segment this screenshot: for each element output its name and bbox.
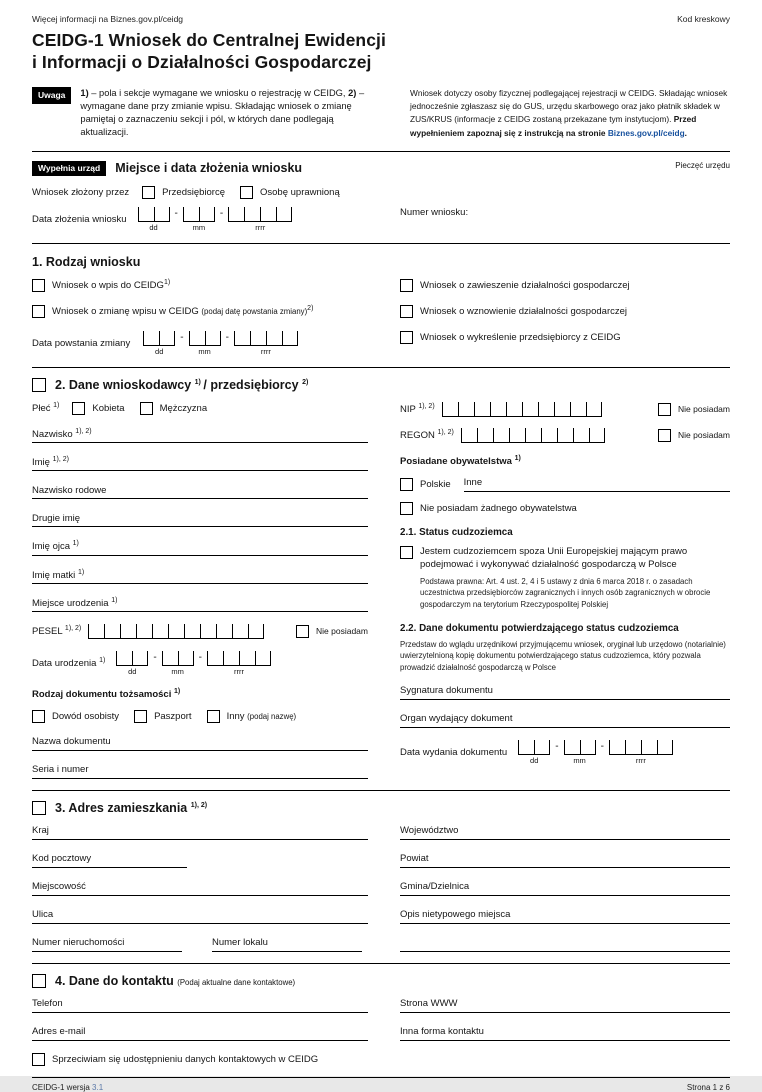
checkbox-dowod-osobisty[interactable] <box>32 710 45 723</box>
field-numer-lokalu[interactable]: Numer lokalu <box>212 937 362 952</box>
divider <box>32 963 730 964</box>
section4-title: 4. Dane do kontaktu (Podaj aktualne dane kontaktowe) <box>55 974 296 989</box>
checkbox-mezczyzna[interactable] <box>140 402 153 415</box>
section2-checkbox[interactable] <box>32 378 46 392</box>
regon-input[interactable] <box>461 428 605 443</box>
sprzeciw-label: Sprzeciwiam się udostępnieniu danych kontaktowych w CEIDG <box>52 1054 319 1066</box>
notice-right-text: Wniosek dotyczy osoby fizycznej podlegającej rejestracji w CEIDG. Składając wniosek jednocześnie zgłaszasz się do GUS, urzędu skarbowego oraz jako płatnik składek w ZUS/KRUS (informacje z CEIDG zostaną przekazane tym instytucjom). Przed wypełnieniem zapoznaj się z instrukcją na stronie Biznes.gov.pl/ceidg. <box>410 87 728 138</box>
field-imie-ojca[interactable]: Imię ojca $^{1)}$ <box>32 540 368 555</box>
field-wojewodztwo[interactable]: Województwo <box>400 825 730 840</box>
field-inna-forma-kontaktu[interactable]: Inna forma kontaktu <box>400 1026 730 1041</box>
pesel-label: PESEL $^{1), 2)}$ <box>32 625 82 638</box>
regon-label: REGON $^{1), 2)}$ <box>400 429 454 442</box>
field-nazwa-dokumentu[interactable]: Nazwa dokumentu <box>32 736 368 751</box>
field-nazwisko[interactable]: Nazwisko $^{1), 2)}$ <box>32 428 368 443</box>
section3-title: 3. Adres zamieszkania $^{1), 2)}$ <box>55 801 208 816</box>
checkbox-osoba-uprawniona[interactable] <box>240 186 253 199</box>
notice-block <box>32 87 730 140</box>
pesel-nie-posiadam-label: Nie posiadam <box>316 626 368 637</box>
field-seria-i-numer[interactable]: Seria i numer <box>32 764 368 779</box>
dowod-label: Dowód osobisty <box>52 711 120 723</box>
nip-label: NIP $^{1), 2)}$ <box>400 403 435 416</box>
field-drugie-imie[interactable]: Drugie imię <box>32 512 368 527</box>
field-sygnatura-dokumentu[interactable]: Sygnatura dokumentu <box>400 685 730 700</box>
pesel-input[interactable] <box>88 624 264 639</box>
checkbox-nip-nie-posiadam[interactable] <box>658 403 671 416</box>
id-document-type-label: Rodzaj dokumentu tożsamości $^{1)}$ <box>32 687 181 701</box>
field-opis-continuation[interactable] <box>400 937 730 952</box>
form-version: CEIDG-1 wersja 3.1 <box>32 1083 104 1092</box>
field-gmina-dzielnica[interactable]: Gmina/Dzielnica <box>400 881 730 896</box>
field-inne-obywatelstwo[interactable]: Inne <box>464 477 730 492</box>
divider <box>32 151 730 152</box>
checkbox-zawieszenie[interactable] <box>400 279 413 292</box>
checkbox-wznowienie[interactable] <box>400 305 413 318</box>
field-kod-pocztowy[interactable]: Kod pocztowy <box>32 853 187 868</box>
field-numer-nieruchomosci[interactable]: Numer nieruchomości <box>32 937 182 952</box>
wpis-label: Wniosek o wpis do CEIDG$^{1)}$ <box>52 279 171 292</box>
checkbox-sprzeciw-udostepnieniu[interactable] <box>32 1053 45 1066</box>
legal-basis-text: Podstawa prawna: Art. 4 ust. 2, 4 i 5 ustawy z dnia 6 marca 2018 r. o zasadach uczestnictwa przedsiębiorców zagranicznych i innych osób zagranicznych w obrocie gospodarczym na terytorium Rzeczypospolitej Polskiej <box>420 576 711 609</box>
section2-1-title: 2.1. Status cudzoziemca <box>400 527 513 538</box>
checkbox-polskie[interactable] <box>400 478 413 491</box>
checkbox-regon-nie-posiadam[interactable] <box>658 429 671 442</box>
checkbox-inny-dokument[interactable] <box>207 710 220 723</box>
przedsiebiorca-label: Przedsiębiorcę <box>162 186 225 198</box>
field-organ-wydajacy[interactable]: Organ wydający dokument <box>400 713 730 728</box>
field-imie[interactable]: Imię $^{1), 2)}$ <box>32 456 368 471</box>
checkbox-zmiana-wpisu[interactable] <box>32 305 45 318</box>
nip-nie-posiadam-label: Nie posiadam <box>678 404 730 415</box>
birth-date-label: Data urodzenia $^{1)}$ <box>32 657 106 670</box>
zawieszenie-label: Wniosek o zawieszenie działalności gospodarczej <box>420 279 630 291</box>
field-opis-nietypowego-miejsca[interactable]: Opis nietypowego miejsca <box>400 909 730 924</box>
instruction-link: Biznes.gov.pl/ceidg <box>607 127 685 138</box>
brak-obywatelstwa-label: Nie posiadam żadnego obywatelstwa <box>420 503 577 514</box>
checkbox-wykreslenie[interactable] <box>400 331 413 344</box>
section1-title: 1. Rodzaj wniosku <box>32 254 141 269</box>
birth-date-input[interactable]: dd - mm - rrrr <box>116 651 271 676</box>
field-ulica[interactable]: Ulica <box>32 909 368 924</box>
notice-left-text: 1) – pola i sekcje wymagane we wniosku o rejestrację w CEIDG, 2) – wymagane dane przy zmianie wpisu. Składając wniosek o zmianę pamiętaj o zaznaczeniu sekcji i pól, w których dane podlegają aktualizacji. <box>80 87 365 138</box>
page-title: CEIDG-1 Wniosek do Centralnej Ewidencji i Informacji o Działalności Gospodarczej <box>32 30 386 73</box>
checkbox-brak-obywatelstwa[interactable] <box>400 502 413 515</box>
submitted-by-label: Wniosek złożony przez <box>32 186 130 198</box>
divider <box>32 790 730 791</box>
application-number-label: Numer wniosku: <box>400 206 469 218</box>
regon-nie-posiadam-label: Nie posiadam <box>678 430 730 441</box>
checkbox-przedsiebiorca[interactable] <box>142 186 155 199</box>
wypelnia-urzad-badge: Wypełnia urząd <box>32 161 106 176</box>
office-stamp-label: Pieczęć urzędu <box>675 160 730 170</box>
checkbox-wpis-do-ceidg[interactable] <box>32 279 45 292</box>
gender-label: Płeć $^{1)}$ <box>32 402 60 415</box>
wznowienie-label: Wniosek o wznowienie działalności gospodarczej <box>420 305 627 317</box>
office-section-title: Miejsce i data złożenia wniosku <box>115 161 303 176</box>
mezczyzna-label: Mężczyzna <box>159 402 208 414</box>
issue-date-label: Data wydania dokumentu <box>400 746 508 758</box>
field-miejscowosc[interactable]: Miejscowość <box>32 881 368 896</box>
field-adres-email[interactable]: Adres e-mail <box>32 1026 368 1041</box>
change-date-label: Data powstania zmiany <box>32 337 131 349</box>
section2-2-title: 2.2. Dane dokumentu potwierdzającego status cudzoziemca <box>400 622 679 634</box>
divider <box>32 243 730 244</box>
submission-date-label: Data złożenia wniosku <box>32 213 127 225</box>
submission-date-input[interactable]: dd - mm - rrrr <box>138 207 293 232</box>
checkbox-paszport[interactable] <box>134 710 147 723</box>
field-kraj[interactable]: Kraj <box>32 825 368 840</box>
issue-date-input[interactable]: dd - mm - rrrr <box>518 740 673 765</box>
kobieta-label: Kobieta <box>92 402 125 414</box>
field-strona-www[interactable]: Strona WWW <box>400 998 730 1013</box>
divider <box>32 367 730 368</box>
more-info-link: Więcej informacji na Biznes.gov.pl/ceidg <box>32 14 184 24</box>
field-telefon[interactable]: Telefon <box>32 998 368 1013</box>
field-powiat[interactable]: Powiat <box>400 853 730 868</box>
field-miejsce-urodzenia[interactable]: Miejsce urodzenia $^{1)}$ <box>32 597 368 612</box>
inny-label: Inny (podaj nazwę) <box>226 711 297 723</box>
checkbox-pesel-nie-posiadam[interactable] <box>296 625 309 638</box>
paszport-label: Paszport <box>154 711 192 723</box>
field-imie-matki[interactable]: Imię matki $^{1)}$ <box>32 569 368 584</box>
citizenship-label: Posiadane obywatelstwa $^{1)}$ <box>400 454 521 467</box>
section3-checkbox[interactable] <box>32 801 46 815</box>
change-date-input[interactable]: dd - mm - rrrr <box>143 331 298 356</box>
section2-title: 2. Dane wnioskodawcy $^{1)}$ / przedsiębiorcy $^{2)}$ <box>55 377 309 392</box>
wykreslenie-label: Wniosek o wykreślenie przedsiębiorcy z CEIDG <box>420 331 621 343</box>
field-nazwisko-rodowe[interactable]: Nazwisko rodowe <box>32 484 368 499</box>
polskie-label: Polskie <box>420 479 451 490</box>
nip-input[interactable] <box>442 402 602 417</box>
uwaga-badge: Uwaga <box>32 87 71 104</box>
barcode-label: Kod kreskowy <box>677 14 730 24</box>
divider <box>32 1077 730 1078</box>
zmiana-label: Wniosek o zmianę wpisu w CEIDG (podaj datę powstania zmiany)$^{2)}$ <box>52 305 314 318</box>
status-cudzoziemca-label: Jestem cudzoziemcem spoza Unii Europejskiej mającym prawo podejmować i wykonywać działalność gospodarczą w Polsce <box>420 546 688 570</box>
document-instruction-text: Przedstaw do wglądu urzędnikowi przyjmującemu wniosek, oryginał lub urzędowo (notarialnie) uwierzytelnioną kopię dokumentu potwierdzającego status cudzoziemca, który pozwala prowadzić działalność gospodarczą w Polsce <box>400 639 726 673</box>
osoba-uprawniona-label: Osobę uprawnioną <box>260 186 340 198</box>
section4-checkbox[interactable] <box>32 974 46 988</box>
page-number: Strona 1 z 6 <box>686 1083 730 1092</box>
checkbox-status-cudzoziemca[interactable] <box>400 546 413 559</box>
checkbox-kobieta[interactable] <box>72 402 85 415</box>
